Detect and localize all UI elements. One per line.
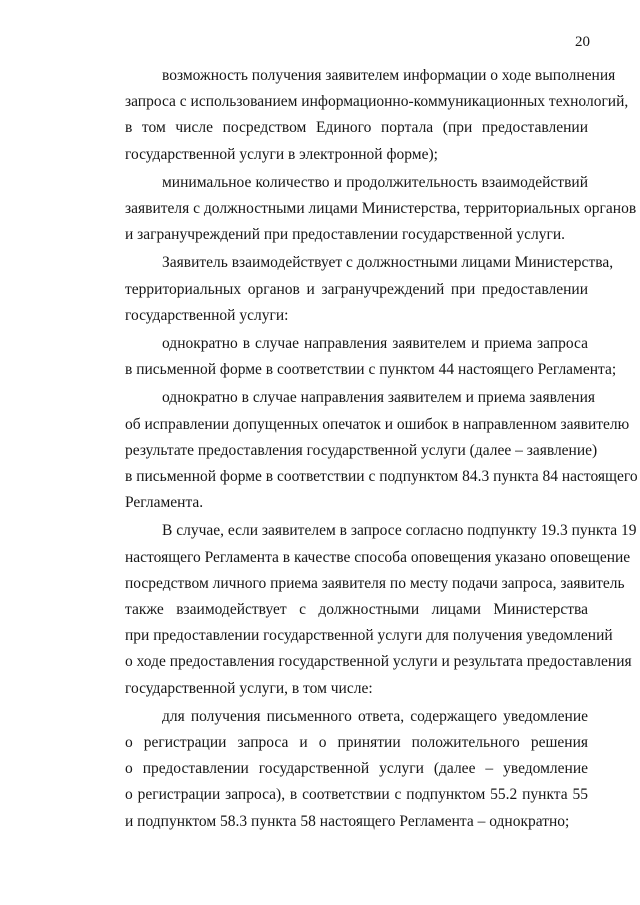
paragraph-line: в письменной форме в соответствии с подпунктом 84.3 пункта 84 настоящего (125, 468, 638, 486)
paragraph-line: Регламента. (125, 494, 204, 512)
document-body (88, 63, 638, 835)
paragraph-line: В случае, если заявителем в запросе согласно подпункту 19.3 пункта 19 (162, 522, 637, 540)
paragraph-line: результате предоставления государственной услуги (далее – заявление) (125, 441, 598, 459)
paragraph-line: государственной услуги, в том числе: (125, 679, 373, 697)
paragraph-line: о предоставлении государственной услуги (далее – уведомление (125, 760, 588, 778)
paragraph-line: о ходе предоставления государственной услуги и результата предоставления (125, 653, 632, 671)
paragraph-line: настоящего Регламента в качестве способа оповещения указано оповещение (125, 548, 631, 566)
paragraph-line: в том числе посредством Единого портала (при предоставлении (125, 119, 588, 137)
page-number: 20 (575, 34, 590, 50)
paragraph-6 (88, 518, 637, 701)
paragraph-line: в письменной форме в соответствии с пунктом 44 настоящего Регламента; (125, 361, 617, 379)
paragraph-line: для получения письменного ответа, содержащего уведомление (162, 707, 588, 725)
paragraph-line: однократно в случае направления заявителем и приема запроса (162, 335, 588, 353)
paragraph-5 (88, 385, 638, 516)
paragraph-line: возможность получения заявителем информации о ходе выполнения (162, 67, 616, 84)
paragraph-line: запроса с использованием информационно-коммуникационных технологий, (125, 93, 629, 111)
paragraph-4 (88, 331, 617, 383)
paragraph-line: однократно в случае направления заявителем и приема заявления (162, 389, 596, 407)
paragraph-line: минимальное количество и продолжительность взаимодействий (162, 173, 588, 191)
paragraph-line: территориальных органов и загранучреждений при предоставлении (125, 280, 588, 298)
paragraph-line: государственной услуги: (125, 306, 289, 324)
paragraph-2 (88, 170, 637, 249)
paragraph-3 (88, 250, 614, 329)
paragraph-line: заявителя с должностными лицами Министерства, территориальных органов (125, 200, 637, 218)
paragraph-1 (88, 63, 629, 168)
paragraph-line: и загранучреждений при предоставлении государственной услуги. (125, 226, 566, 244)
paragraph-line: государственной услуги в электронной форме); (125, 145, 438, 163)
paragraph-line: об исправлении допущенных опечаток и ошибок в направленном заявителю (125, 415, 630, 433)
paragraph-7 (88, 704, 588, 835)
paragraph-line: посредством личного приема заявителя по месту подачи запроса, заявитель (125, 574, 625, 592)
paragraph-line: также взаимодействует с должностными лицами Министерства (125, 601, 588, 619)
paragraph-line: о регистрации запроса и о принятии положительного решения (125, 734, 588, 752)
paragraph-line: Заявитель взаимодействует с должностными лицами Министерства, (162, 254, 614, 272)
paragraph-line: о регистрации запроса), в соответствии с подпунктом 55.2 пункта 55 (125, 786, 588, 804)
paragraph-line: при предоставлении государственной услуги для получения уведомлений (125, 627, 613, 645)
paragraph-line: и подпунктом 58.3 пункта 58 настоящего Регламента – однократно; (125, 812, 570, 830)
